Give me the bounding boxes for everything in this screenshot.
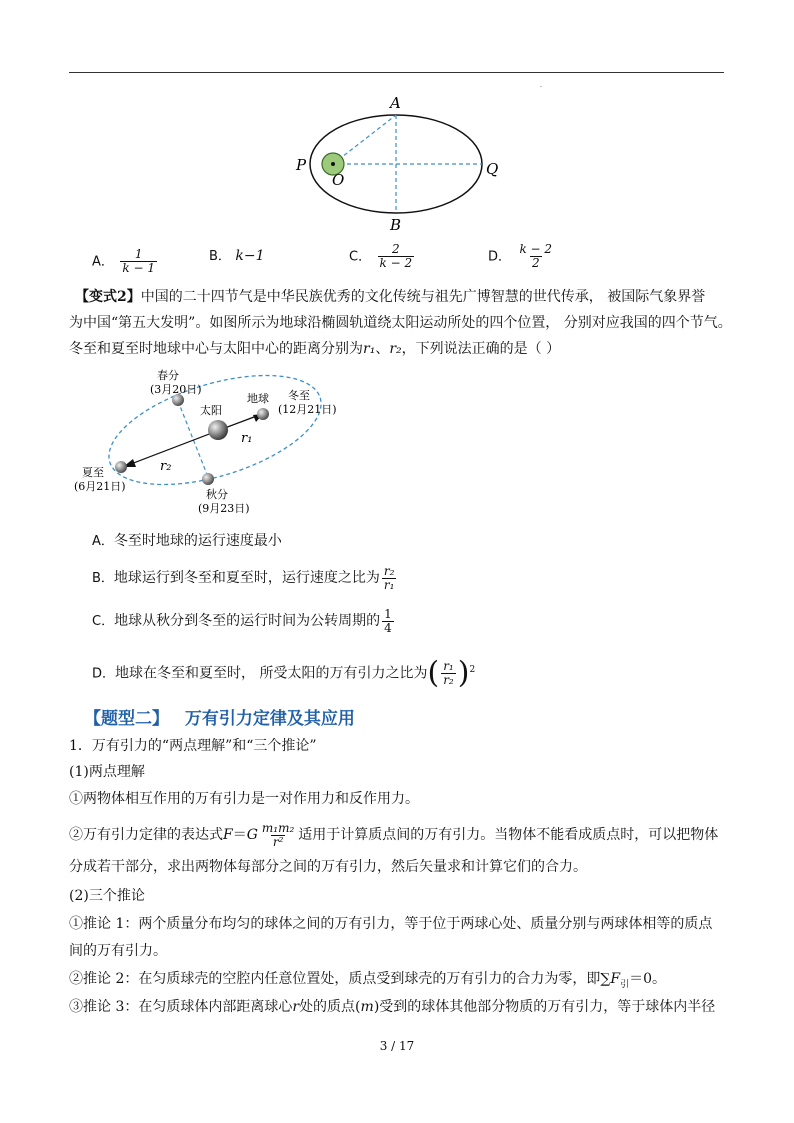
xiazhi-label: 夏至	[82, 466, 104, 479]
earth-qiufen	[202, 473, 214, 485]
q1-option-a-frac: $\frac{1}{k - 1}$	[122, 247, 155, 275]
taiyang-label: 太阳	[200, 404, 222, 417]
r2-label: r₂	[160, 459, 172, 474]
section-heading: 【题型二】 万有引力定律及其应用	[84, 709, 355, 729]
gravity-formula-frac: $\frac{\text{m₁m₂}}{\text{r²}}$	[261, 820, 295, 849]
stray-dot: ·	[540, 84, 542, 91]
q1-option-b-letter: B．	[209, 249, 231, 264]
q2-tag: 【变式2】	[75, 289, 141, 305]
label-p: P	[296, 156, 307, 174]
page-number: 3 / 17	[379, 1039, 415, 1053]
q2-option-c-frac: $\frac{1}{4}$	[384, 606, 392, 635]
q2-option-b[interactable]: B．地球运行到冬至和夏至时，运行速度之比为 $\frac{\text{r₂}}{\text{r₁}}$	[92, 563, 395, 592]
dongzhi-date: (12月21日)	[278, 403, 337, 416]
focus-to-a-dashed	[333, 115, 396, 164]
q2-option-a[interactable]: A．冬至时地球的运行速度最小	[92, 533, 282, 549]
label-a: A	[390, 94, 401, 112]
section-tag: 题型二	[101, 709, 152, 729]
label-o: O	[332, 171, 345, 189]
label-b: B	[390, 216, 402, 234]
q2-option-d-frac: $\frac{\text{r₁}}{\text{r₂}}$	[443, 659, 454, 688]
para-7: ①推论 1：两个质量分布均匀的球体之间的万有引力，等于位于两球心处、质量分别与两球体相等的质点	[69, 916, 713, 932]
earth-xiazhi	[115, 461, 127, 473]
q1-option-c[interactable]	[349, 243, 416, 270]
q1-option-d-frac: $\frac{k - 2}{2}$	[519, 242, 553, 270]
q2-option-b-frac: $\frac{\text{r₂}}{\text{r₁}}$	[383, 563, 395, 592]
sun-ball	[208, 420, 228, 440]
section-title: 万有引力定律及其应用	[184, 709, 355, 729]
q2-line-1: 【变式2】中国的二十四节气是中华民族优秀的文化传统与祖先广博智慧的世代传承， 被国际气象界誉	[75, 289, 706, 305]
q1-option-c-frac: $\frac{2}{k - 2}$	[379, 242, 413, 270]
para-2: (1)两点理解	[69, 764, 145, 780]
ellipse-orbit-figure	[280, 92, 520, 234]
chunfen-label: 春分	[157, 369, 179, 382]
focus-dot	[331, 162, 335, 166]
q1-option-d-letter: D．	[488, 249, 512, 265]
dongzhi-label: 冬至	[288, 389, 310, 402]
q1-option-a-letter: A．	[92, 254, 114, 270]
para-8: 间的万有引力。	[69, 943, 167, 959]
label-q: Q	[486, 160, 499, 178]
para-6: (2)三个推论	[69, 888, 145, 904]
r1-label: r₁	[241, 431, 253, 446]
q2-option-d-exp: 2	[469, 665, 476, 675]
xiazhi-date: (6月21日)	[74, 480, 126, 493]
qiufen-label: 秋分	[206, 488, 228, 501]
para-1: 1．万有引力的“两点理解”和“三个推论”	[69, 738, 317, 754]
q2-line-2: 为中国“第五大发明”。如图所示为地球沿椭圆轨道绕太阳运动所处的四个位置， 分别对应我国的四个节气。	[69, 315, 732, 331]
para-3: ①两物体相互作用的万有引力是一对作用力和反作用力。	[69, 791, 419, 807]
para-10: ③推论 3：在匀质球体内部距离球心r处的质点(m)受到的球体其他部分物质的万有引力，等于球体内半径	[69, 999, 716, 1015]
q2-line-3: 冬至和夏至时地球中心与太阳中心的距离分别为r₁、r₂，下列说法正确的是（ ）	[69, 341, 561, 357]
diqiu-label: 地球	[247, 392, 269, 405]
q2-option-c[interactable]: C．地球从秋分到冬至的运行时间为公转周期的 $\frac{1}{4}$	[92, 606, 392, 635]
earth-dongzhi	[257, 408, 269, 420]
q1-option-b-text: k−1	[235, 248, 265, 264]
q1-option-d[interactable]	[488, 243, 556, 270]
q2-option-d[interactable]: D．地球在冬至和夏至时， 所受太阳的万有引力之比为( $\frac{\text{r₁}}{\text{r₂}}$ )$^2$	[92, 655, 476, 691]
header-rule	[69, 72, 724, 73]
solar-terms-orbit-figure	[72, 366, 372, 516]
q1-option-b[interactable]	[209, 248, 265, 265]
chunfen-date: (3月20日)	[150, 383, 202, 396]
q1-option-a[interactable]	[92, 248, 159, 275]
para-9: ②推论 2：在匀质球壳的空腔内任意位置处，质点受到球壳的万有引力的合力为零，即$\sum F_引=0$。	[69, 971, 667, 990]
para-5: 分成若干部分，求出两物体每部分之间的万有引力，然后矢量求和计算它们的合力。	[69, 859, 587, 875]
para-4: ②万有引力定律的表达式F＝G $\frac{\text{m₁m₂}}{\text{r²}}$ 适用于计算质点间的万有引力。当物体不能看成质点时，可以把物体	[69, 820, 719, 849]
qiufen-date: (9月23日)	[198, 502, 250, 515]
q1-option-c-letter: C．	[349, 249, 372, 265]
